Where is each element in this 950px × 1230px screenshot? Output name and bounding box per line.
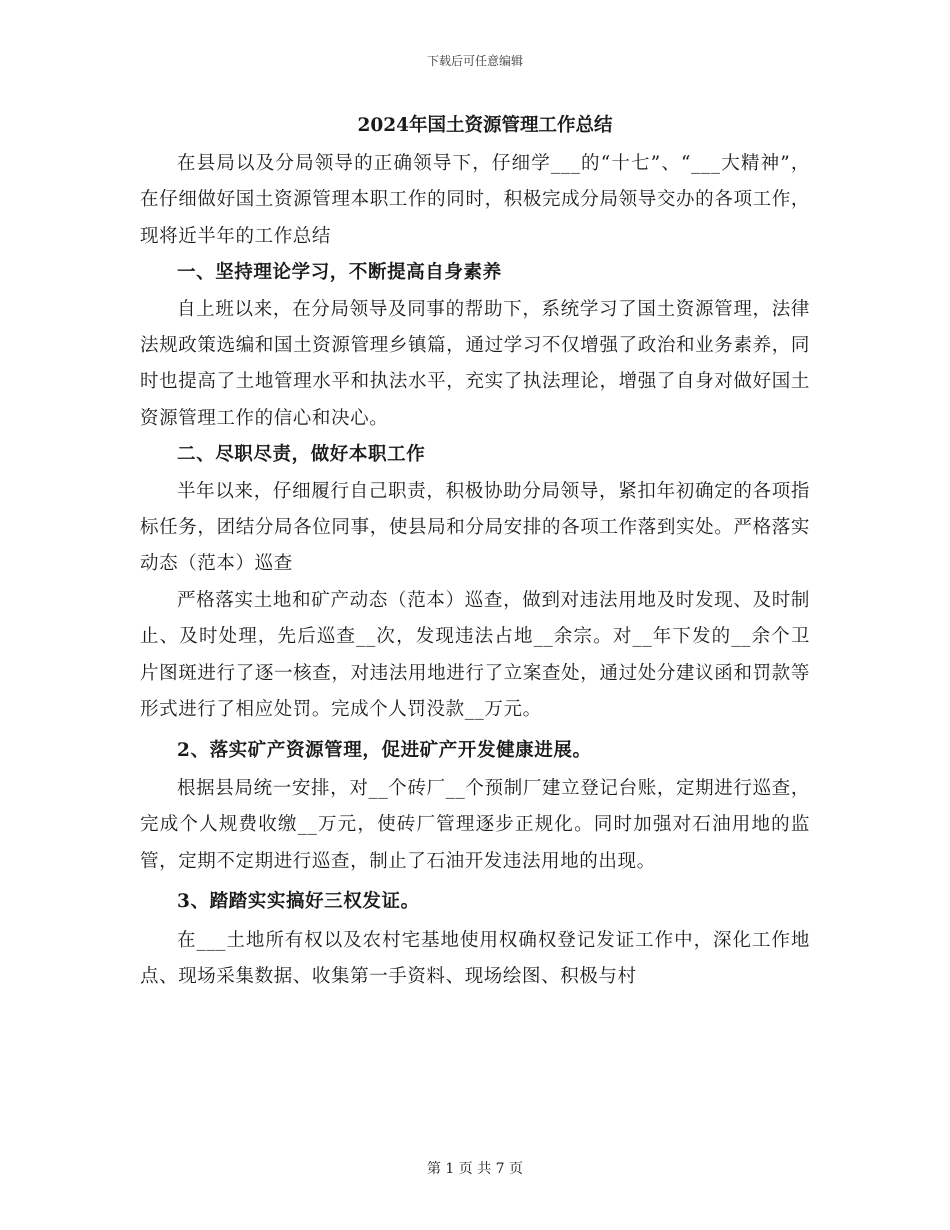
item-2-paragraph: 根据县局统一安排，对__个砖厂__个预制厂建立登记台账，定期进行巡查，完成个人规费收缴__万元，使砖厂管理逐步正规化。同时加强对石油用地的监管，定期不定期进行巡查，制止了石油开发违法用地的出现。 bbox=[140, 777, 810, 872]
document-body bbox=[140, 108, 810, 995]
section-2-heading: 二、尽职尽责，做好本职工作 bbox=[177, 444, 426, 466]
document-title: 2024年国土资源管理工作总结 bbox=[357, 115, 613, 136]
section-1-paragraph: 自上班以来，在分局领导及同事的帮助下，系统学习了国土资源管理，法律法规政策选编和国土资源管理乡镇篇，通过学习不仅增强了政治和业务素养，同时也提高了土地管理水平和执法水平，充实了执法理论，增强了自身对做好国土资源管理工作的信心和决心。 bbox=[140, 298, 810, 429]
section-2-paragraph: 半年以来，仔细履行自己职责，积极协助分局领导，紧扣年初确定的各项指标任务，团结分局各位同事，使县局和分局安排的各项工作落到实处。严格落实动态（范本）巡查 bbox=[140, 480, 810, 575]
item-2-heading: 2、落实矿产资源管理，促进矿产开发健康进展。 bbox=[177, 739, 592, 761]
section-1-heading: 一、坚持理论学习，不断提高自身素养 bbox=[177, 262, 502, 284]
intro-paragraph: 在县局以及分局领导的正确领导下，仔细学___的“十七”、“___大精神”，在仔细做好国土资源管理本职工作的同时，积极完成分局领导交办的各项工作，现将近半年的工作总结 bbox=[140, 153, 810, 247]
item-3-paragraph: 在___土地所有权以及农村宅基地使用权确权登记发证工作中，深化工作地点、现场采集数据、收集第一手资料、现场绘图、积极与村 bbox=[140, 929, 810, 987]
page-number: 第 1 页 共 7 页 bbox=[426, 1161, 524, 1177]
page-header-note: 下载后可任意编辑 bbox=[426, 54, 523, 68]
item-3-heading: 3、踏踏实实搞好三权发证。 bbox=[177, 891, 420, 913]
section-2-paragraph-2: 严格落实土地和矿产动态（范本）巡查，做到对违法用地及时发现、及时制止、及时处理，先后巡查__次，发现违法占地__余宗。对__年下发的__余个卫片图斑进行了逐一核查，对违法用地进行了立案查处，通过处分建议函和罚款等形式进行了相应处罚。完成个人罚没款__万元。 bbox=[140, 589, 810, 721]
